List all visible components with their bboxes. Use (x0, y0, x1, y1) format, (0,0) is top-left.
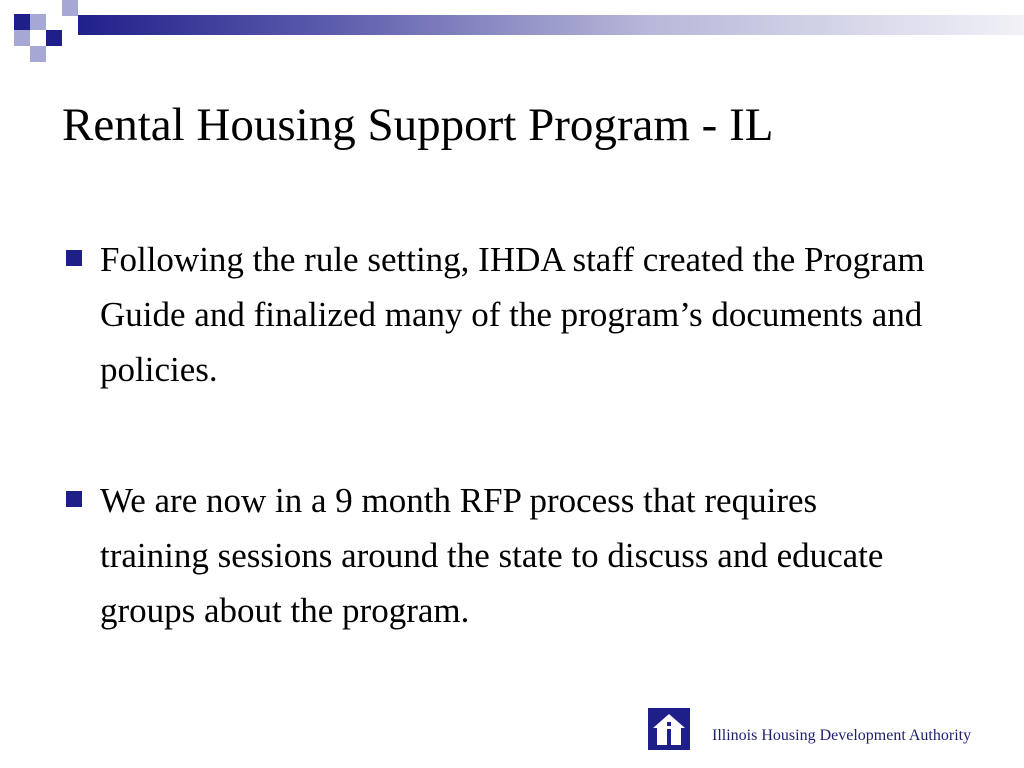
bullet-item (64, 473, 930, 638)
bullet-item (64, 232, 930, 397)
checker-square (46, 14, 62, 30)
bullet-text: We are now in a 9 month RFP process that requires training sessions around the state to discuss and educate groups about the program. (100, 481, 884, 630)
square-bullet-icon (66, 250, 82, 266)
footer-organization-name: Illinois Housing Development Authority (712, 727, 972, 744)
decorative-checker-pattern (0, 0, 80, 64)
square-bullet-icon (66, 491, 82, 507)
bullet-list (64, 232, 964, 638)
checker-square (30, 14, 46, 30)
checker-square (14, 14, 30, 30)
top-gradient-bar (78, 15, 1024, 35)
checker-square (46, 30, 62, 46)
slide-title: Rental Housing Support Program - IL (62, 99, 774, 151)
checker-square (14, 30, 30, 46)
checker-square (30, 46, 46, 62)
checker-square (62, 0, 78, 16)
bullet-text: Following the rule setting, IHDA staff created the Program Guide and finalized many of the program’s documents and policies. (100, 240, 925, 389)
house-logo-icon (648, 708, 690, 750)
